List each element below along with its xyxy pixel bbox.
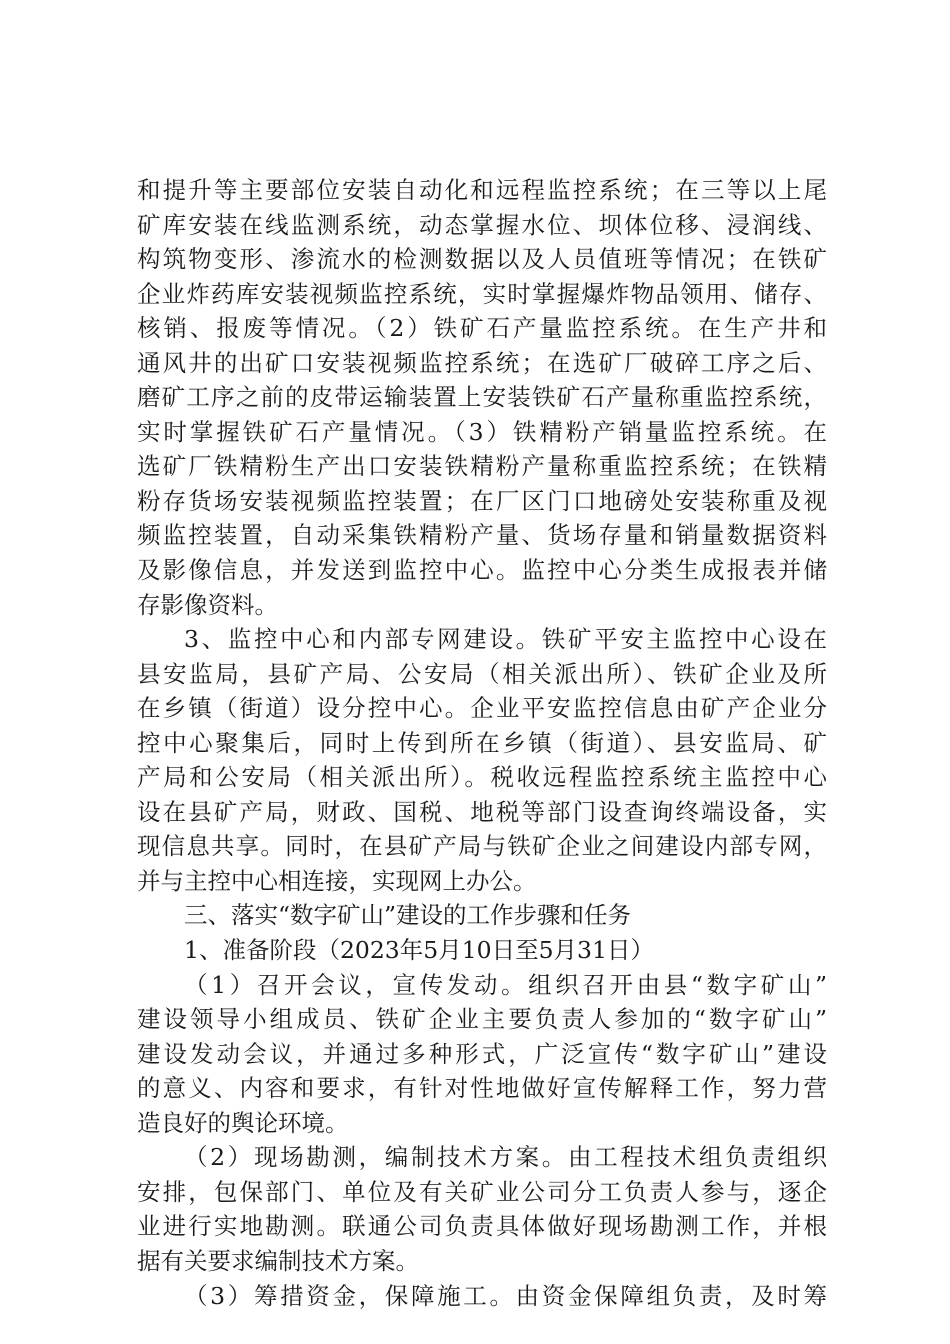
document-body	[137, 173, 827, 1313]
text-line: 的意义、内容和要求，有针对性地做好宣传解释工作，努力营	[137, 1074, 827, 1103]
text-line: （3）筹措资金，保障施工。由资金保障组负责，及时筹	[184, 1281, 827, 1310]
text-line: （1）召开会议，宣传发动。组织召开由县“数字矿山”	[184, 970, 827, 999]
text-line: 产局和公安局（相关派出所）。税收远程监控系统主监控中心	[137, 763, 827, 792]
text-line: 3、监控中心和内部专网建设。铁矿平安主监控中心设在	[184, 625, 827, 654]
text-line: 建设领导小组成员、铁矿企业主要负责人参加的“数字矿山”	[137, 1005, 827, 1034]
text-line: 县安监局，县矿产局、公安局（相关派出所）、铁矿企业及所	[137, 659, 827, 688]
text-line: 现信息共享。同时，在县矿产局与铁矿企业之间建设内部专网，	[137, 832, 827, 861]
text-line: 矿库安装在线监测系统，动态掌握水位、坝体位移、浸润线、	[137, 210, 827, 239]
text-line: 频监控装置，自动采集铁精粉产量、货场存量和销量数据资料	[137, 521, 827, 550]
text-line: 据有关要求编制技术方案。	[137, 1246, 419, 1275]
text-line: 通风井的出矿口安装视频监控系统；在选矿厂破碎工序之后、	[137, 348, 827, 377]
text-line: 安排，包保部门、单位及有关矿业公司分工负责人参与，逐企	[137, 1177, 827, 1206]
text-line: 及影像信息，并发送到监控中心。监控中心分类生成报表并储	[137, 556, 827, 585]
text-line: 和提升等主要部位安装自动化和远程监控系统；在三等以上尾	[137, 176, 827, 204]
text-line: 选矿厂铁精粉生产出口安装铁精粉产量称重监控系统；在铁精	[137, 452, 827, 481]
text-line: 设在县矿产局，财政、国税、地税等部门设查询终端设备，实	[137, 797, 827, 826]
text-line: 磨矿工序之前的皮带运输装置上安装铁矿石产量称重监控系统，	[137, 383, 827, 412]
text-line: 核销、报废等情况。（2）铁矿石产量监控系统。在生产井和	[137, 314, 827, 343]
subsection-heading: 1、准备阶段（2023年5月10日至5月31日）	[184, 936, 654, 965]
text-line: 在乡镇（街道）设分控中心。企业平安监控信息由矿产企业分	[137, 694, 827, 723]
text-line: 业进行实地勘测。联通公司负责具体做好现场勘测工作，并根	[137, 1212, 827, 1241]
section-heading: 三、落实“数字矿山”建设的工作步骤和任务	[184, 901, 632, 930]
text-line: 粉存货场安装视频监控装置；在厂区门口地磅处安装称重及视	[137, 486, 827, 515]
text-line: 存影像资料。	[137, 590, 278, 619]
text-line: 造良好的舆论环境。	[137, 1108, 349, 1137]
text-line: （2）现场勘测，编制技术方案。由工程技术组负责组织	[184, 1143, 827, 1172]
text-line: 建设发动会议，并通过多种形式，广泛宣传“数字矿山”建设	[137, 1039, 827, 1068]
text-line: 企业炸药库安装视频监控系统，实时掌握爆炸物品领用、储存、	[137, 279, 827, 308]
text-line: 实时掌握铁矿石产量情况。（3）铁精粉产销量监控系统。在	[137, 417, 827, 446]
text-line: 并与主控中心相连接，实现网上办公。	[137, 866, 537, 895]
text-line: 控中心聚集后，同时上传到所在乡镇（街道）、县安监局、矿	[137, 728, 827, 757]
text-line: 构筑物变形、渗流水的检测数据以及人员值班等情况；在铁矿	[137, 245, 827, 274]
